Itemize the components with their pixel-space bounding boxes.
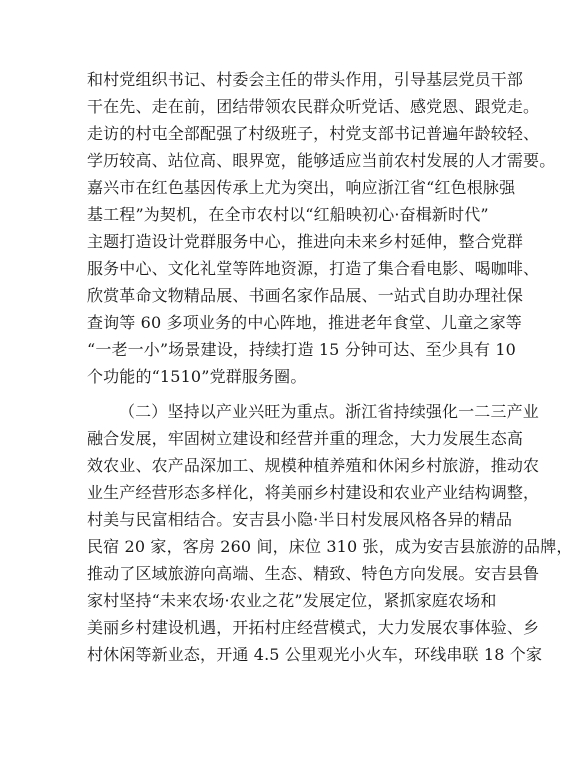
text-line: 服务中心、文化礼堂等阵地资源，打造了集合看电影、喝咖啡、: [87, 259, 540, 278]
text-line: 村休闲等新业态，开通 4.5 公里观光小火车，环线串联 18 个家: [87, 645, 543, 664]
text-line: 主题打造设计党群服务中心，推进向未来乡村延伸，整合党群: [87, 232, 524, 251]
text-line: 融合发展，牢固树立建设和经营并重的理念，大力发展生态高: [87, 429, 524, 448]
text-line: “一老一小”场景建设，持续打造 15 分钟可达、至少具有 10: [87, 340, 516, 359]
paragraph-industry: [87, 398, 573, 668]
paragraph-party-building: [87, 66, 556, 390]
text-line: 嘉兴市在红色基因传承上尤为突出，响应浙江省“红色根脉强: [87, 178, 516, 197]
text-line: 学历较高、站位高、眼界宽，能够适应当前农村发展的人才需要。: [87, 151, 556, 170]
text-line: 业生产经营形态多样化，将美丽乡村建设和农业产业结构调整，: [87, 483, 540, 502]
text-line: 干在先、走在前，团结带领农民群众听党话、感党恩、跟党走。: [87, 97, 540, 116]
body-text: [87, 66, 573, 668]
text-line: 家村坚持“未来农场·农业之花”发展定位，紧抓家庭农场和: [87, 591, 497, 610]
text-line: 查询等 60 多项业务的中心阵地，推进老年食堂、儿童之家等: [87, 313, 522, 332]
text-line: 推动了区域旅游向高端、生态、精致、特色方向发展。安吉县鲁: [87, 564, 540, 583]
text-line: 个功能的“1510”党群服务圈。: [87, 367, 307, 386]
text-line: 和村党组织书记、村委会主任的带头作用，引导基层党员干部: [87, 70, 524, 89]
text-line: 效农业、农产品深加工、规模种植养殖和休闲乡村旅游，推动农: [87, 456, 540, 475]
text-line: 走访的村屯全部配强了村级班子，村党支部书记普遍年龄较轻、: [87, 124, 540, 143]
text-line: 美丽乡村建设机遇，开拓村庄经营模式，大力发展农事体验、乡: [87, 618, 540, 637]
paragraph-spacer: [87, 390, 527, 398]
text-line: 村美与民富相结合。安吉县小隐·半日村发展风格各异的精品: [87, 510, 513, 529]
text-line: 民宿 20 家，客房 260 间，床位 310 张，成为安吉县旅游的品牌，: [87, 537, 573, 556]
text-line: （二）坚持以产业兴旺为重点。浙江省持续强化一二三产业: [119, 402, 539, 421]
text-line: 基工程”为契机，在全市农村以“红船映初心·奋楫新时代”: [87, 205, 489, 224]
text-line: 欣赏革命文物精品展、书画名家作品展、一站式自助办理社保: [87, 286, 524, 305]
